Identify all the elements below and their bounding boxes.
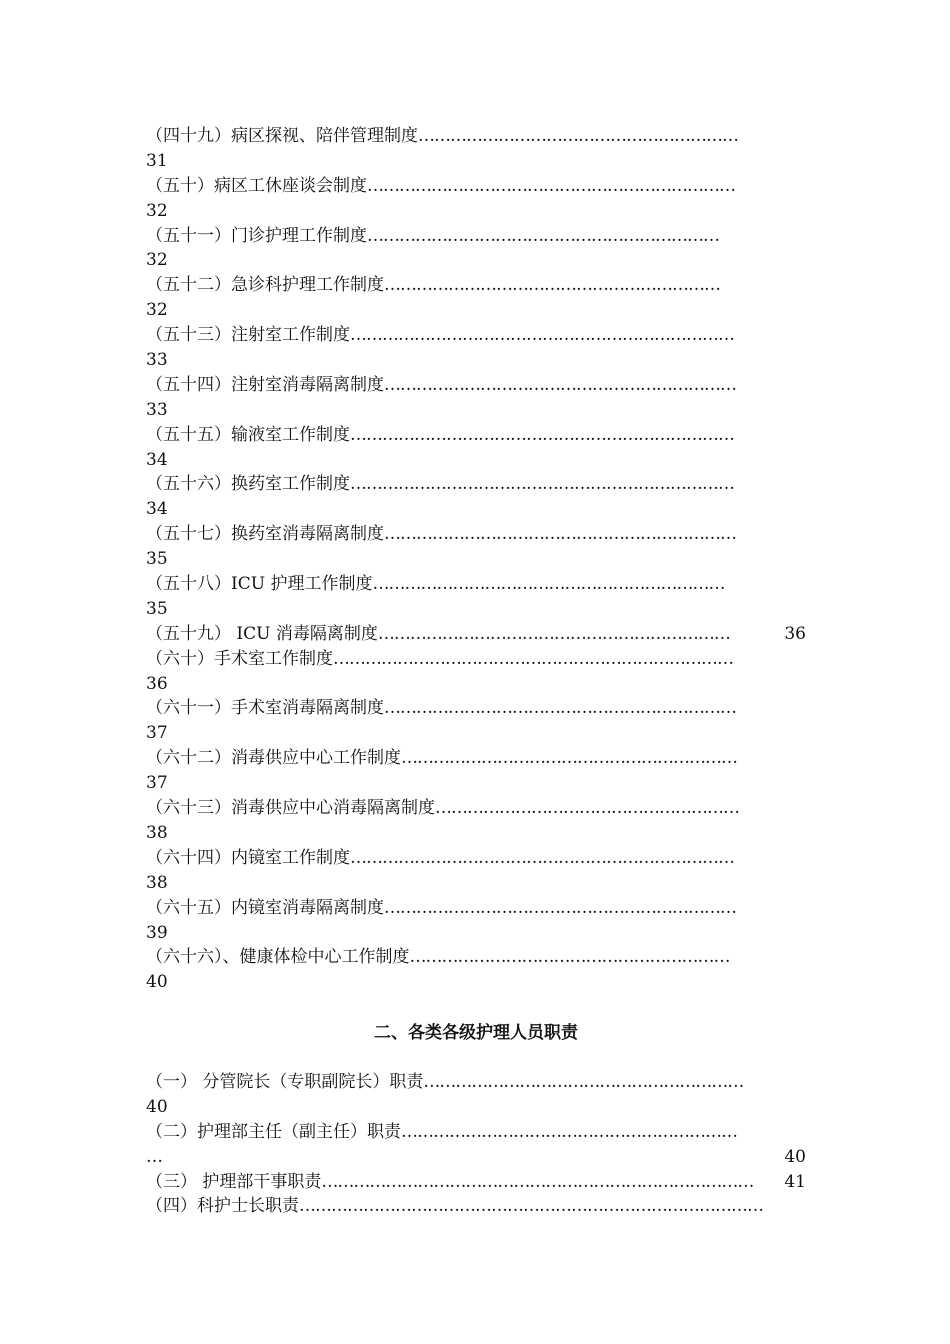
toc-entry[interactable]: （一） 分管院长（专职副院长）职责…………………………………………………… (146, 1072, 744, 1092)
toc-entry[interactable]: （六十五）内镜室消毒隔离制度………………………………………………………… (146, 897, 736, 918)
toc-entry[interactable]: （五十）病区工休座谈会制度…………………………………………………………… (146, 175, 735, 196)
toc-entry[interactable]: （五十三）注射室工作制度……………………………………………………………… (146, 325, 734, 346)
toc-entry[interactable]: （二）护理部主任（副主任）职责……………………………………………………… (146, 1121, 737, 1142)
toc-entry[interactable]: （五十四）注射室消毒隔离制度………………………………………………………… (146, 374, 736, 395)
toc-entry[interactable]: （六十六）、健康体检中心工作制度…………………………………………………… (146, 947, 730, 968)
toc-page-number: 34 (146, 499, 168, 520)
toc-page-number: 37 (146, 723, 168, 744)
toc-entry[interactable]: （四）科护士长职责…………………………………………………………………………… (146, 1196, 763, 1217)
toc-entry-continuation: … 40 (146, 1145, 806, 1170)
toc-entry[interactable]: （五十五）输液室工作制度……………………………………………………………… (146, 424, 734, 445)
toc-page-number: 40 (146, 1096, 168, 1117)
toc-entry[interactable]: （五十六）换药室工作制度……………………………………………………………… (146, 474, 734, 495)
toc-entry[interactable]: （五十七）换药室消毒隔离制度………………………………………………………… (146, 524, 736, 545)
toc-page-number: 37 (146, 773, 168, 794)
toc-page-number: 31 (146, 150, 168, 171)
toc-page-number: 35 (146, 549, 168, 570)
toc-entry[interactable]: （六十）手术室工作制度………………………………………………………………… (146, 648, 733, 669)
toc-page-number: 38 (146, 872, 168, 893)
toc-page-number: 36 (782, 622, 806, 647)
toc-entry[interactable]: （六十四）内镜室工作制度……………………………………………………………… (146, 847, 734, 868)
toc-page-number: 38 (146, 822, 168, 843)
toc-entry[interactable]: （六十一）手术室消毒隔离制度………………………………………………………… (146, 698, 736, 719)
toc-page-number: 32 (146, 200, 168, 221)
toc-page-number: 32 (146, 300, 168, 321)
toc-page-number: 35 (146, 598, 168, 619)
toc-entry[interactable]: （四十九）病区探视、陪伴管理制度…………………………………………………… (146, 126, 738, 146)
section-heading: 二、各类各级护理人员职责 (374, 1023, 578, 1043)
toc-entry[interactable]: （三） 护理部干事职责……………………………………………………………………… 41 (146, 1170, 806, 1195)
toc-section-1 (146, 124, 806, 995)
toc-page-number: 36 (146, 673, 168, 694)
toc-entry[interactable]: （五十九） ICU 消毒隔离制度………………………………………………………… 36 (146, 622, 806, 647)
toc-entry[interactable]: （五十一）门诊护理工作制度………………………………………………………… (146, 225, 719, 246)
toc-entry[interactable]: （五十八）ICU 护理工作制度………………………………………………………… (146, 574, 725, 595)
toc-page-number: 34 (146, 449, 168, 470)
toc-page-number: 40 (146, 972, 168, 993)
toc-page-number: 39 (146, 922, 168, 943)
toc-page-number: 40 (782, 1145, 806, 1170)
toc-entry[interactable]: （六十三）消毒供应中心消毒隔离制度………………………………………………… (146, 798, 739, 819)
toc-entry[interactable]: （六十二）消毒供应中心工作制度……………………………………………………… (146, 748, 737, 769)
toc-page-number: 33 (146, 350, 168, 371)
toc-page-number: 41 (782, 1170, 806, 1195)
toc-entry[interactable]: （五十二）急诊科护理工作制度……………………………………………………… (146, 275, 720, 296)
toc-page-number: 32 (146, 250, 168, 271)
toc-section-2 (146, 1070, 806, 1219)
toc-page-number: 33 (146, 399, 168, 420)
